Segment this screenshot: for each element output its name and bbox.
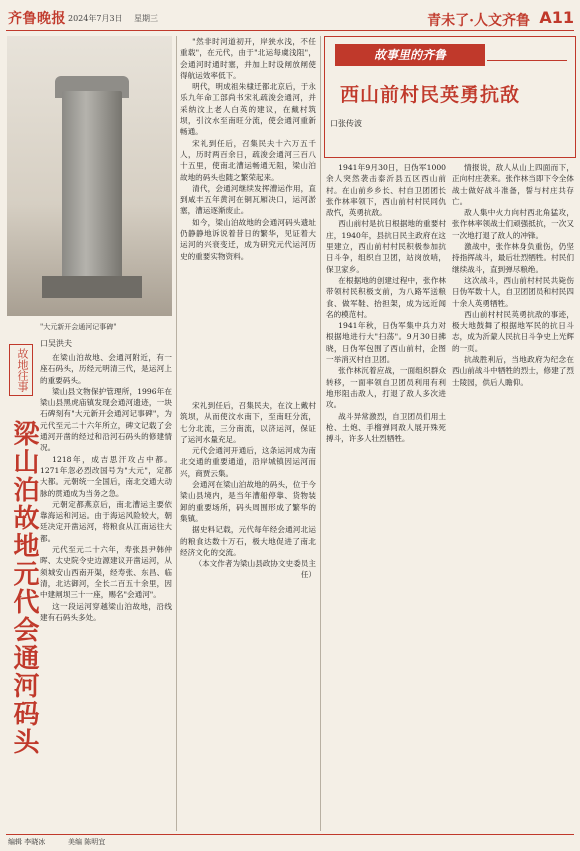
paragraph: 战斗异常激烈，自卫团员们用土枪、土炮、手榴弹同敌人展开殊死搏斗，许多人壮烈牺牲。 — [326, 411, 446, 444]
paragraph: 1218年，成吉思汗攻占中都。1271年忽必烈改国号为"大元"，定都大都。元朝统一全国后，南北交通大动脉的贯通成为当务之急。 — [40, 454, 172, 498]
design-credit: 美编 陈明宜 — [68, 838, 106, 846]
paragraph: 这次战斗，西山前村村民共毙伤日伪军数十人，自卫团团员和村民四十余人英勇牺牲。 — [452, 275, 574, 308]
right-article-col1 — [326, 162, 446, 830]
left-article-title: 梁山泊故地元代会通河码头 — [9, 420, 39, 756]
page-number: A11 — [539, 8, 574, 27]
paragraph: 元朝定都燕京后，南北漕运主要依靠海运和河运。由于海运风险较大，朝廷决定开凿运河，将粮食从江南运往大都。 — [40, 499, 172, 543]
column-tag: 故地往事 — [9, 344, 33, 396]
paragraph: 会通河在梁山泊故地的码头，位于今梁山县境内，是当年漕船停靠、货物装卸的重要场所，码头周围形成了繁华的集镇。 — [180, 480, 316, 523]
paragraph: 在根据地的创建过程中，张作林带领村民积极支前，为八路军送粮食、做军鞋、抬担架，成为远近闻名的模范村。 — [326, 275, 446, 319]
paragraph: 宋礼到任后，召集民夫十六万五千人，历时两百余日，疏浚会通河三百八十五里，使南北漕运畅通无阻，梁山泊故地的码头也随之繁荣起来。 — [180, 138, 316, 182]
paragraph: "然非时河道初开，岸狭水浅，不任重载"，在元代，由于"北运每虞浅阻"，会通河时通时塞，并加上时设闸放闸使得航运效率低下。 — [180, 37, 316, 80]
stele-base-shape — [42, 276, 142, 298]
paragraph: 如今，梁山泊故地的会通河码头遗址仍静静地诉说着昔日的繁华，见证着大运河的兴衰变迁，成为研究元代运河历史的重要实物资料。 — [180, 217, 316, 261]
right-article-author: 口张传波 — [330, 119, 362, 128]
right-article-headline: 西山前村民英勇抗敌 — [340, 84, 521, 106]
paragraph: 明代，明成祖朱棣迁都北京后，于永乐九年命工部尚书宋礼疏浚会通河，并采纳汶上老人白英的建议，在戴村筑坝，引汶水至南旺分流，使会通河重新畅通。 — [180, 82, 316, 137]
author-note: （本文作者为梁山县政协文史委员主任） — [194, 559, 316, 580]
right-article-col2 — [452, 162, 574, 830]
editor-credit: 编辑 李晓冰 — [8, 838, 46, 846]
issue-date: 2024年7月3日 — [68, 14, 123, 23]
paragraph: 激战中，张作林身负重伤，仍坚持指挥战斗，最后壮烈牺牲。村民们继续战斗，直到弹尽粮绝。 — [452, 242, 574, 274]
paragraph: 元代至元二十六年，寿张县尹韩仲晖、太史院令史边源建议开凿运河，从须城安山西南开渠，经寿张、东昌、临清，北达御河，全长二百五十余里，因中建闸坝三十一座，赐名"会通河"。 — [40, 545, 172, 600]
page-footer — [6, 834, 574, 849]
paragraph: 宋礼到任后，召集民夫，在汶上戴村筑坝，从而使汶水南下，至南旺分流，七分北流，三分南流，以济运河，保证了运河水量充足。 — [180, 401, 316, 444]
paragraph: 张作林沉着应战，一面组织群众转移，一面率领自卫团员利用有利地形阻击敌人，打退了敌人多次进攻。 — [326, 366, 446, 410]
section-title: 青未了·人文齐鲁 — [427, 13, 530, 29]
paragraph: 元代会通河开通后，这条运河成为南北交通的重要通道，沿岸城镇因运河而兴，商贾云集。 — [180, 446, 316, 478]
left-article-col3 — [180, 400, 316, 830]
left-article-col2 — [180, 36, 316, 396]
masthead — [6, 6, 574, 31]
column-kicker: 故事里的齐鲁 — [335, 44, 485, 66]
column-divider — [176, 36, 177, 831]
paragraph: 据史料记载，元代每年经会通河北运的粮食达数十万石，极大地促进了南北经济文化的交流。 — [180, 525, 316, 557]
paragraph: 在梁山泊故地、会通河附近，有一座石码头，历经元明清三代，是运河上的重要码头。 — [40, 353, 172, 385]
stele-body-shape — [62, 91, 122, 281]
paragraph: 情报说，敌人从山上四面而下，正向村庄袭来。张作林当即下令全体战士做好战斗准备，誓与村庄共存亡。 — [452, 163, 574, 206]
paragraph: 抗战胜利后，当地政府为纪念在西山前战斗中牺牲的烈士，修建了烈士陵园，供后人瞻仰。 — [452, 355, 574, 387]
paragraph: 西山前村是抗日根据地的重要村庄，1940年，县抗日民主政府在这里建立，西山前村村民积极参加抗日斗争，组织自卫团，站岗放哨，保卫家乡。 — [326, 219, 446, 274]
paragraph: 西山前村村民英勇抗敌的事迹，极大地鼓舞了根据地军民的抗日斗志，成为沂蒙人民抗日斗争史上光辉的一页。 — [452, 309, 574, 353]
left-article-col1 — [40, 352, 172, 830]
paragraph: 1941年秋，日伪军集中兵力对根据地进行大"扫荡"。9月30日拂晓，日伪军包围了西山前村，企图一举消灭村自卫团。 — [326, 321, 446, 365]
paragraph: 这一段运河穿越梁山泊故地，沿线建有石码头多处。 — [40, 601, 172, 622]
issue-weekday: 星期三 — [134, 14, 158, 23]
left-article-author: 口吴洪夫 — [40, 339, 72, 348]
newspaper-logo: 齐鲁晚报 — [8, 11, 66, 27]
paragraph: 梁山县文物保护管理所，1996年在梁山县黑虎庙镇发现会通河遗迹，一块石碑刻有"大元新开会通河记事碑"，为元代至元二十六年所立，碑文记载了会通河开凿的经过和沿河石码头的修建情况。 — [40, 386, 172, 453]
kicker-decoration — [487, 50, 567, 61]
paragraph: 清代，会通河继续发挥漕运作用，直到咸丰五年黄河在铜瓦厢决口，运河淤塞，漕运逐渐废止。 — [180, 183, 316, 216]
paragraph: 敌人集中火力向村西北角猛攻，张作林率领战士们顽强抵抗，一次又一次地打退了敌人的冲锋。 — [452, 208, 574, 240]
photo-caption: "大元新开会通河记事碑" — [40, 323, 117, 331]
stele-photo — [7, 36, 172, 316]
column-divider — [320, 36, 321, 831]
paragraph: 1941年9月30日，日伪军1000余人突然袭击泰沂县五区西山前村。在山前乡乡长、村自卫团团长张作林率领下，西山前村村民同仇敌忾，英勇抗敌。 — [326, 163, 446, 218]
